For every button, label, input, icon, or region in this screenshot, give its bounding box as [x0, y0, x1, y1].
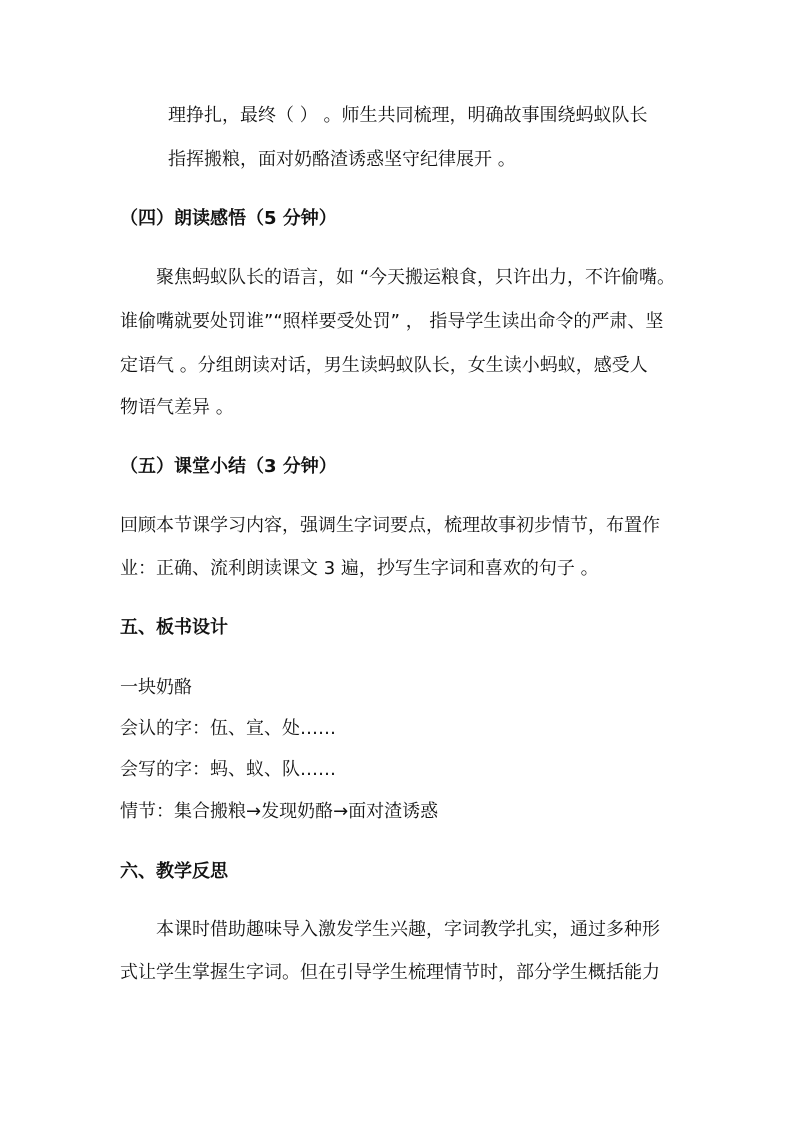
section-heading: （五）课堂小结（3 分钟）	[120, 456, 337, 477]
board-line: 一块奶酪	[120, 677, 192, 698]
text-line: 理挣扎，最终（ ） 。师生共同梳理，明确故事围绕蚂蚁队长	[168, 105, 648, 126]
section-heading: 六、教学反思	[120, 861, 228, 882]
paragraph-line: 谁偷嘴就要处罚谁”“照样要受处罚” ， 指导学生读出命令的严肃、坚	[120, 311, 664, 332]
section-heading: 五、板书设计	[120, 617, 228, 638]
board-line: 会认的字：伍、宣、处……	[120, 718, 336, 739]
section-heading: （四）朗读感悟（5 分钟）	[120, 208, 337, 229]
text-line: 指挥搬粮，面对奶酪渣诱惑坚守纪律展开 。	[168, 149, 516, 170]
paragraph-line: 聚焦蚂蚁队长的语言，如 “今天搬运粮食，只许出力，不许偷嘴。	[156, 267, 676, 288]
paragraph-line: 本课时借助趣味导入激发学生兴趣，字词教学扎实，通过多种形	[156, 919, 660, 940]
board-line: 会写的字：蚂、蚁、队……	[120, 759, 336, 780]
paragraph-line: 业：正确、流利朗读课文 3 遍，抄写生字词和喜欢的句子 。	[120, 558, 599, 579]
paragraph-line: 物语气差异 。	[120, 397, 234, 418]
board-line: 情节：集合搬粮→发现奶酪→面对渣诱惑	[120, 801, 439, 822]
paragraph-line: 定语气 。分组朗读对话，男生读蚂蚁队长，女生读小蚂蚁，感受人	[120, 355, 648, 376]
paragraph-line: 式让学生掌握生字词。但在引导学生梳理情节时，部分学生概括能力	[120, 962, 660, 983]
paragraph-line: 回顾本节课学习内容，强调生字词要点，梳理故事初步情节，布置作	[120, 515, 660, 536]
